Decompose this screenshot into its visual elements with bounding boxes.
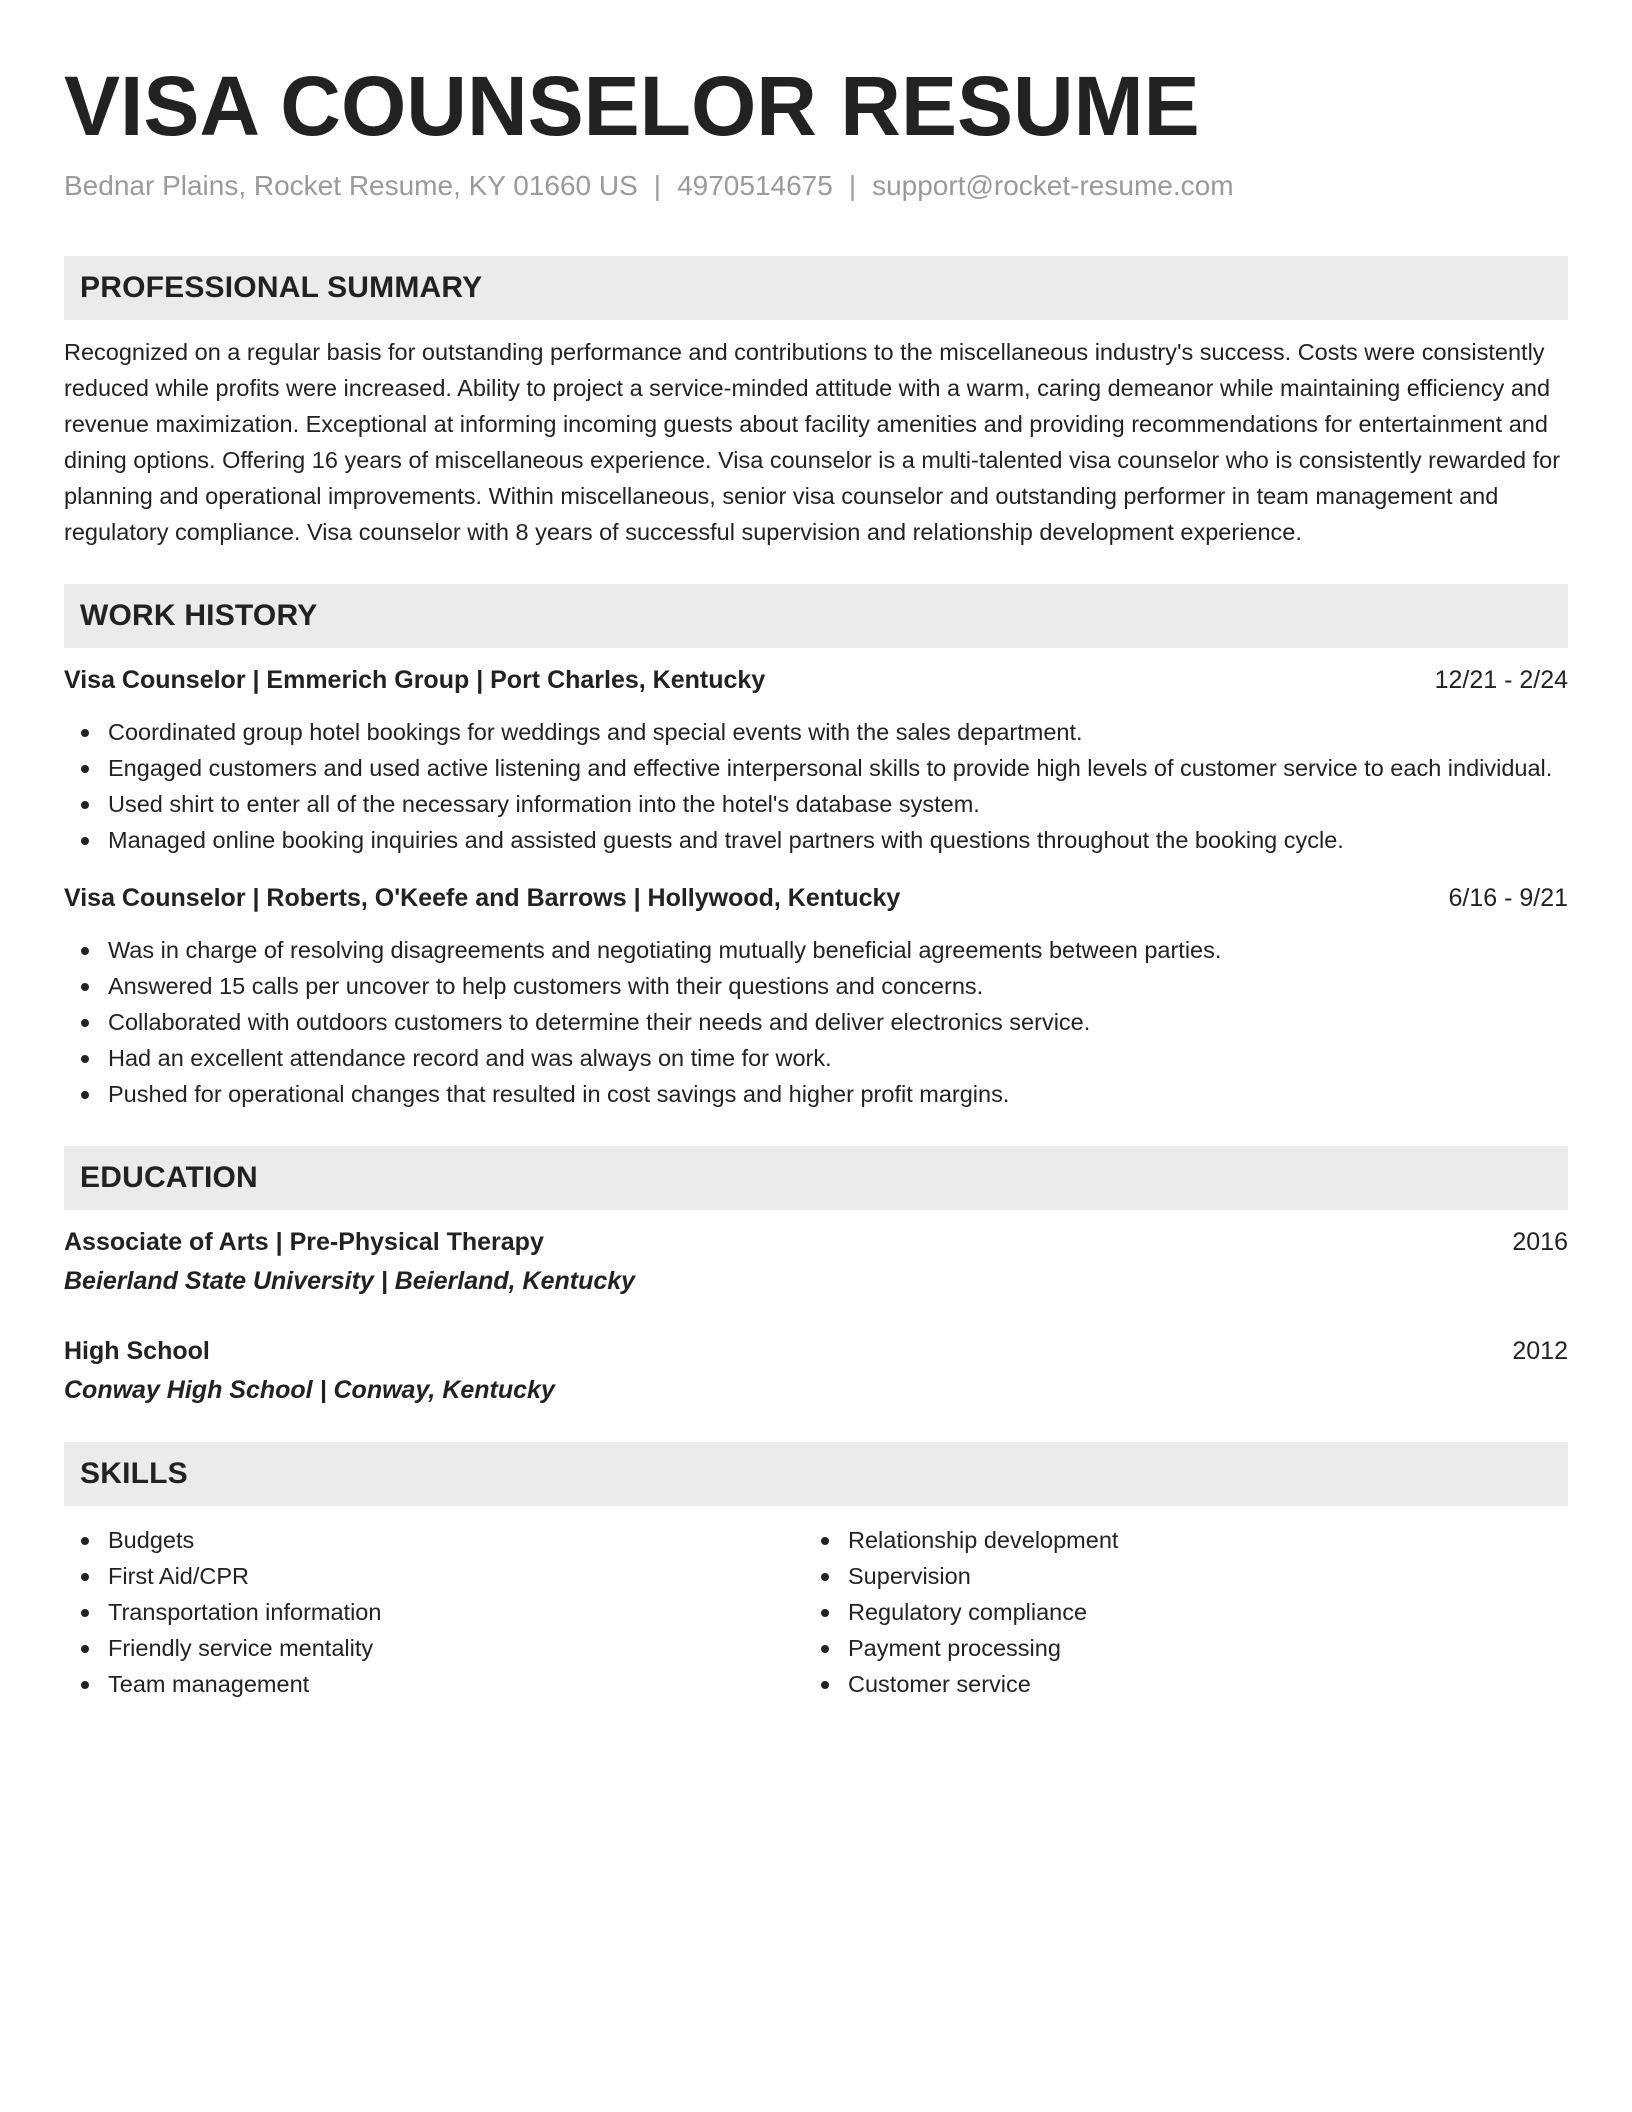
contact-phone: 4970514675 [677, 170, 833, 201]
job-bullet-list [64, 714, 1568, 858]
resume-title: VISA COUNSELOR RESUME [64, 59, 1200, 153]
contact-line [64, 168, 1568, 204]
education-entry [64, 1224, 1568, 1299]
skill-item: Friendly service mentality [64, 1630, 804, 1666]
education-school: Beierland State University | Beierland, Kentucky [64, 1267, 636, 1295]
job-bullet: Managed online booking inquiries and assisted guests and travel partners with questions throughout the booking cycle. [64, 822, 1568, 858]
education-details [64, 1333, 555, 1408]
job-bullet: Used shirt to enter all of the necessary information into the hotel's database system. [64, 786, 1568, 822]
job-dates: 6/16 - 9/21 [1448, 884, 1568, 912]
summary-paragraph: Recognized on a regular basis for outstanding performance and contributions to the miscellaneous industry's success. Costs were consistently reduced while profits were increased. Ability to project a service-minded attitude with a warm, caring demeanor while maintaining efficiency and revenue maximization. Exceptional at informing incoming guests about facility amenities and providing recommendations for entertainment and dining options. Offering 16 years of miscellaneous experience. Visa counselor is a multi-talented visa counselor who is consistently rewarded for planning and operational improvements. Within miscellaneous, senior visa counselor and outstanding performer in team management and regulatory compliance. Visa counselor with 8 years of successful supervision and relationship development experience. [64, 339, 1561, 545]
education-degree: Associate of Arts | Pre-Physical Therapy [64, 1228, 544, 1256]
skill-item: Team management [64, 1666, 804, 1702]
education-year: 2016 [1512, 1228, 1568, 1256]
job-bullet: Coordinated group hotel bookings for weddings and special events with the sales department. [64, 714, 1568, 750]
job-header [64, 880, 1568, 916]
education-year: 2012 [1512, 1337, 1568, 1365]
education-entry [64, 1333, 1568, 1408]
job-dates: 12/21 - 2/24 [1434, 666, 1568, 694]
job-bullet: Collaborated with outdoors customers to determine their needs and deliver electronics service. [64, 1004, 1568, 1040]
job-bullet: Answered 15 calls per uncover to help customers with their questions and concerns. [64, 968, 1568, 1004]
education-school: Conway High School | Conway, Kentucky [64, 1376, 555, 1404]
contact-separator: | [653, 170, 662, 201]
skill-item: Relationship development [804, 1522, 1544, 1558]
job-bullet: Was in charge of resolving disagreements and negotiating mutually beneficial agreements between parties. [64, 932, 1568, 968]
skill-item: Transportation information [64, 1594, 804, 1630]
skills-list-right [804, 1522, 1544, 1702]
section-heading-education: EDUCATION [64, 1146, 1568, 1210]
job-entry [64, 662, 1568, 858]
contact-separator: | [848, 170, 857, 201]
skill-item: Customer service [804, 1666, 1544, 1702]
job-bullet-list [64, 932, 1568, 1112]
skill-item: Budgets [64, 1522, 804, 1558]
job-entry [64, 880, 1568, 1112]
section-heading-work-history: WORK HISTORY [64, 584, 1568, 648]
job-bullet: Engaged customers and used active listening and effective interpersonal skills to provide high levels of customer service to each individual. [64, 750, 1568, 786]
skill-item: Supervision [804, 1558, 1544, 1594]
job-header [64, 662, 1568, 698]
skill-item: Regulatory compliance [804, 1594, 1544, 1630]
skills-list-left [64, 1522, 804, 1702]
section-heading-summary: PROFESSIONAL SUMMARY [64, 256, 1568, 320]
education-details [64, 1224, 635, 1299]
contact-email: support@rocket-resume.com [872, 170, 1234, 201]
job-bullet: Had an excellent attendance record and was always on time for work. [64, 1040, 1568, 1076]
skill-item: Payment processing [804, 1630, 1544, 1666]
skill-item: First Aid/CPR [64, 1558, 804, 1594]
skills-columns [64, 1522, 1568, 1702]
section-heading-skills: SKILLS [64, 1442, 1568, 1506]
contact-address: Bednar Plains, Rocket Resume, KY 01660 US [64, 170, 638, 201]
job-title: Visa Counselor | Roberts, O'Keefe and Barrows | Hollywood, Kentucky [64, 884, 901, 912]
job-bullet: Pushed for operational changes that resulted in cost savings and higher profit margins. [64, 1076, 1568, 1112]
education-degree: High School [64, 1337, 210, 1365]
job-title: Visa Counselor | Emmerich Group | Port Charles, Kentucky [64, 666, 766, 694]
